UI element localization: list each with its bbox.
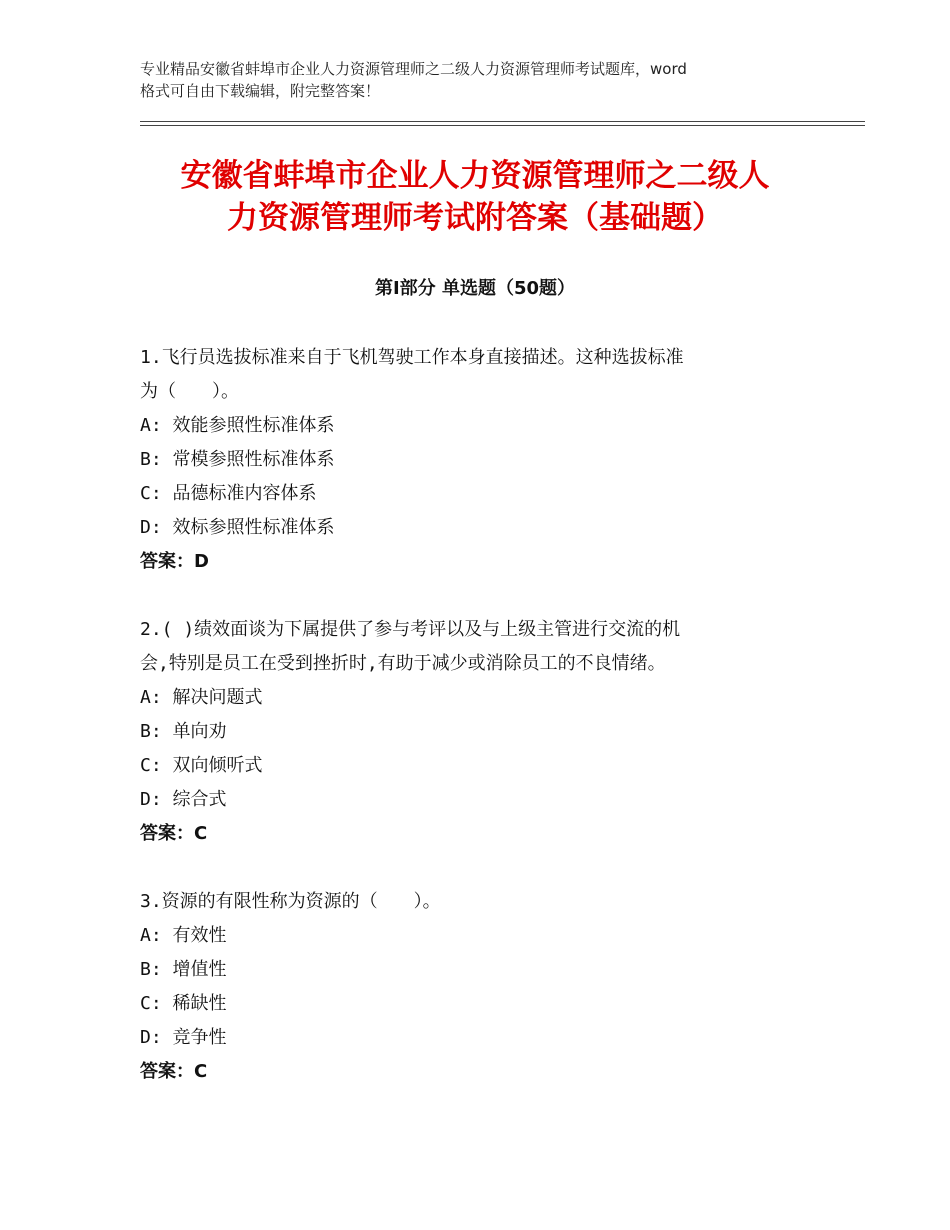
- question-stem: 1.飞行员选拔标准来自于飞机驾驶工作本身直接描述。这种选拔标准: [140, 347, 684, 368]
- answer: 答案：C: [140, 1061, 208, 1082]
- option-c: C: 稀缺性: [140, 993, 227, 1014]
- question-2: [140, 613, 820, 851]
- document-title: [120, 155, 830, 239]
- header-rule-bottom: [140, 125, 865, 126]
- section-title: 第Ⅰ部分 单选题（50题）: [374, 278, 575, 299]
- header-note-line-1: 专业精品安徽省蚌埠市企业人力资源管理师之二级人力资源管理师考试题库，word: [140, 60, 687, 78]
- question-stem-continued: 会,特别是员工在受到挫折时,有助于减少或消除员工的不良情绪。: [140, 653, 666, 674]
- header-note: [140, 58, 830, 102]
- option-c: C: 品德标准内容体系: [140, 483, 317, 504]
- header-rule-top: [140, 121, 865, 122]
- question-stem: 2.( )绩效面谈为下属提供了参与考评以及与上级主管进行交流的机: [140, 619, 681, 640]
- question-1: [140, 341, 820, 579]
- header-note-line-2: 格式可自由下载编辑，附完整答案！: [140, 82, 381, 100]
- option-b: B: 单向劝: [140, 721, 227, 742]
- option-d: D: 竞争性: [140, 1027, 227, 1048]
- answer: 答案：C: [140, 823, 208, 844]
- question-stem-continued: 为（ ）。: [140, 381, 239, 402]
- option-a: A: 效能参照性标准体系: [140, 415, 335, 436]
- option-d: D: 效标参照性标准体系: [140, 517, 335, 538]
- option-b: B: 常模参照性标准体系: [140, 449, 335, 470]
- option-a: A: 有效性: [140, 925, 227, 946]
- option-c: C: 双向倾听式: [140, 755, 263, 776]
- question-3: [140, 885, 820, 1089]
- answer: 答案：D: [140, 551, 209, 572]
- option-a: A: 解决问题式: [140, 687, 263, 708]
- document-title-line-1: 安徽省蚌埠市企业人力资源管理师之二级人: [180, 158, 770, 194]
- option-d: D: 综合式: [140, 789, 227, 810]
- question-stem: 3.资源的有限性称为资源的（ ）。: [140, 891, 441, 912]
- question-list: [140, 341, 820, 1123]
- option-b: B: 增值性: [140, 959, 227, 980]
- document-title-line-2: 力资源管理师考试附答案（基础题）: [227, 200, 723, 236]
